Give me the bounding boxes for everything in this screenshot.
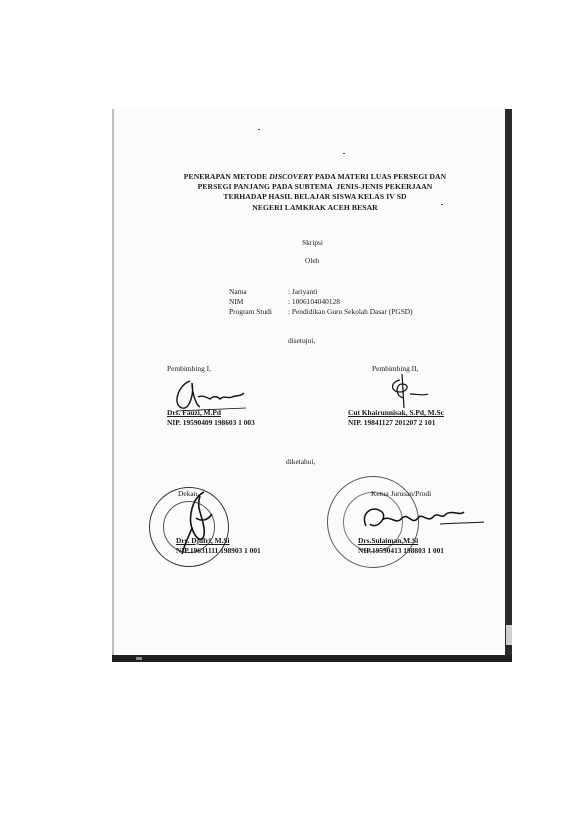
- nim-value: : 1006104040128: [288, 297, 340, 306]
- supervisor-1-nip: NIP. 19590409 198603 1 003: [167, 418, 255, 427]
- page-right-edge: [505, 109, 512, 661]
- page-edge-mark: [506, 625, 512, 645]
- scan-speck: [258, 129, 260, 130]
- title-line-2: PERSEGI PANJANG PADA SUBTEMA JENIS-JENIS PEKERJAAN: [197, 182, 433, 192]
- dean-role: Dekan,: [178, 489, 200, 498]
- by-label: Oleh: [305, 256, 320, 265]
- page-bottom-mark: [136, 657, 142, 660]
- program-value: : Pendidikan Guru Sekolah Dasar (PGSD): [288, 307, 413, 316]
- nim-label: NIM: [229, 297, 244, 306]
- supervisor-1-role: Pembimbing I,: [167, 364, 211, 373]
- head-role: Ketua Jurusan/Prodi: [371, 489, 432, 498]
- page-left-edge: [112, 109, 114, 661]
- supervisor-2-name: Cut Khairunnisak, S.Pd, M.Sc: [348, 408, 444, 417]
- supervisor-2-nip: NIP. 19841127 201207 2 101: [348, 418, 436, 427]
- acknowledged-label: diketahui,: [286, 457, 316, 466]
- supervisor-2-signature: [380, 370, 430, 410]
- scan-speck: [343, 153, 345, 154]
- supervisor-2-role: Pembimbing II,: [372, 364, 419, 373]
- dean-nip: NIP.19631111 198903 1 001: [176, 546, 261, 555]
- head-nip: NIP.19590413 198803 1 001: [358, 546, 444, 555]
- head-signature: [356, 500, 486, 540]
- title-line-3: TERHADAP HASIL BELAJAR SISWA KELAS IV SD: [223, 192, 407, 202]
- thesis-title: [150, 172, 480, 213]
- program-label: Program Studi: [229, 307, 272, 316]
- page-bottom-edge: [112, 655, 512, 662]
- title-line-4: NEGERI LAMKRAK ACEH BESAR: [252, 202, 378, 212]
- title-line-1: PENERAPAN METODE DISCOVERY PADA MATERI LUAS PERSEGI DAN: [183, 172, 447, 181]
- document-type: Skripsi: [302, 238, 323, 247]
- head-name: Drs.Sulaiman,M.Si: [358, 536, 419, 545]
- name-label: Nama: [229, 287, 247, 296]
- dean-name: Drs. Djufri, M.Si: [176, 536, 230, 545]
- supervisor-1-name: Drs. Fauzi, M.Pd: [167, 408, 221, 417]
- name-value: : Jariyanti: [288, 287, 318, 296]
- approved-label: disetujui,: [288, 336, 316, 345]
